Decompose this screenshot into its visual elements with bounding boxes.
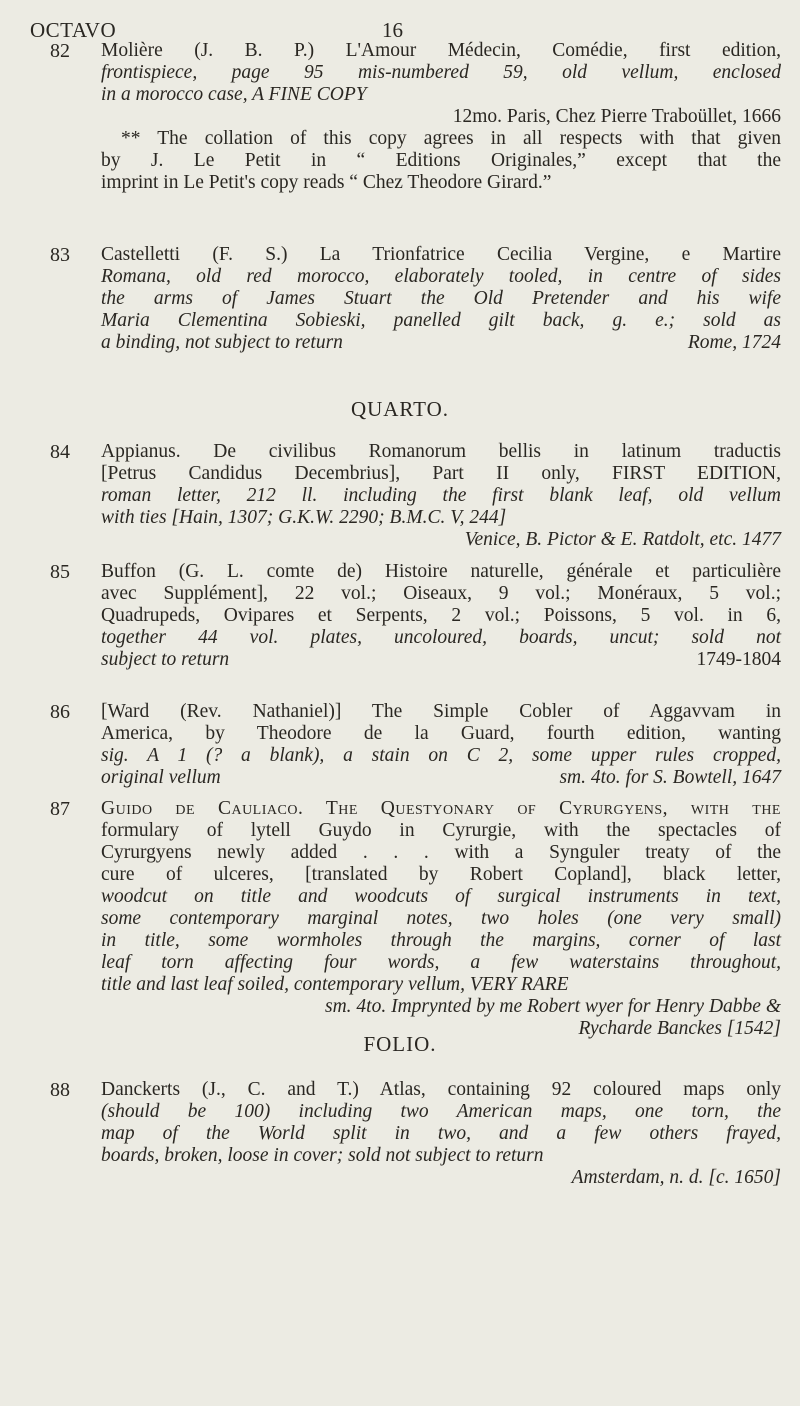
text-line: [Petrus Candidus Decembrius], Part II only, FIRST EDITION, [101, 463, 781, 484]
text-line: Quadrupeds, Ovipares et Serpents, 2 vol.; Poissons, 5 vol. in 6, [101, 605, 781, 626]
text-line: boards, broken, loose in cover; sold not subject to return [101, 1145, 544, 1166]
text-line [101, 767, 781, 789]
text-line: Venice, B. Pictor & E. Ratdolt, etc. 1477 [464, 529, 781, 550]
text-line [101, 649, 781, 671]
text-line: [Ward (Rev. Nathaniel)] The Simple Cobler of Aggavvam in [101, 701, 781, 722]
lot-description [101, 40, 781, 194]
lot-number: 87 [50, 798, 70, 820]
imprint: Rome, 1724 [687, 332, 781, 353]
text-line: Guido de Cauliaco. The Questyonary of Cyrurgyens, with the [101, 798, 781, 819]
text-line: Buffon (G. L. comte de) Histoire naturelle, générale et particulière [101, 561, 781, 582]
text-line: avec Supplément], 22 vol.; Oiseaux, 9 vol.; Monéraux, 5 vol.; [101, 583, 781, 604]
lot-description [101, 244, 781, 354]
text-line: Danckerts (J., C. and T.) Atlas, containing 92 coloured maps only [101, 1079, 781, 1100]
binding-note: original vellum [101, 767, 221, 788]
lot-description [101, 701, 781, 789]
imprint: sm. 4to. for S. Bowtell, 1647 [559, 767, 781, 788]
text-line: by J. Le Petit in “ Editions Originales,” except that the [101, 150, 781, 171]
text-line: Maria Clementina Sobieski, panelled gilt back, g. e.; sold as [101, 310, 781, 331]
page-header [0, 8, 800, 44]
text-line: Romana, old red morocco, elaborately tooled, in centre of sides [101, 266, 781, 287]
lot-number: 88 [50, 1079, 70, 1101]
text-line: woodcut on title and woodcuts of surgical instruments in text, [101, 886, 781, 907]
text-line: title and last leaf soiled, contemporary vellum, VERY RARE [101, 974, 569, 995]
sale-note: subject to return [101, 649, 230, 670]
text-line: together 44 vol. plates, uncoloured, boards, uncut; sold not [101, 627, 781, 648]
text-line: Castelletti (F. S.) La Trionfatrice Cecilia Vergine, e Martire [101, 244, 781, 265]
lot-number: 86 [50, 701, 70, 723]
text-line: map of the World split in two, and a few others frayed, [101, 1123, 781, 1144]
section-heading-folio: FOLIO. [363, 1032, 437, 1056]
text-line: sig. A 1 (? a blank), a stain on C 2, some upper rules cropped, [101, 745, 781, 766]
binding-note: a binding, not subject to return [101, 332, 343, 353]
text-line: with ties [Hain, 1307; G.K.W. 2290; B.M.C. V, 244] [101, 507, 507, 528]
text-line: some contemporary marginal notes, two holes (one very small) [101, 908, 781, 929]
lot-description [101, 798, 781, 1040]
text-line: formulary of lytell Guydo in Cyrurgie, with the spectacles of [101, 820, 781, 841]
text-line: frontispiece, page 95 mis-numbered 59, old vellum, enclosed [101, 62, 781, 83]
text-line: Rycharde Banckes [1542] [578, 1018, 781, 1039]
lot-description [101, 441, 781, 551]
text-line: the arms of James Stuart the Old Pretender and his wife [101, 288, 781, 309]
lot-description [101, 1079, 781, 1189]
text-line: roman letter, 212 ll. including the first blank leaf, old vellum [101, 485, 781, 506]
text-line: in a morocco case, A FINE COPY [101, 84, 367, 105]
text-line: ** The collation of this copy agrees in all respects with that given [121, 128, 781, 149]
running-head: OCTAVO [30, 18, 117, 42]
text-line: Cyrurgyens newly added . . . with a Synguler treaty of the [101, 842, 781, 863]
lot-number: 82 [50, 40, 70, 62]
text-line: Amsterdam, n. d. [c. 1650] [571, 1167, 781, 1188]
text-line: cure of ulceres, [translated by Robert Copland], black letter, [101, 864, 781, 885]
text-line [101, 332, 781, 354]
text-line: leaf torn affecting four words, a few waterstains throughout, [101, 952, 781, 973]
text-line: (should be 100) including two American maps, one torn, the [101, 1101, 781, 1122]
lot-number: 83 [50, 244, 70, 266]
text-line: 12mo. Paris, Chez Pierre Traboüllet, 1666 [452, 106, 781, 127]
section-heading-quarto: QUARTO. [350, 397, 450, 421]
imprint: 1749-1804 [696, 649, 781, 670]
lot-description [101, 561, 781, 671]
text-line: America, by Theodore de la Guard, fourth edition, wanting [101, 723, 781, 744]
lot-number: 84 [50, 441, 70, 463]
lot-number: 85 [50, 561, 70, 583]
text-line: sm. 4to. Imprynted by me Robert wyer for Henry Dabbe & [325, 996, 781, 1017]
page-number: 16 [382, 18, 403, 42]
text-line: imprint in Le Petit's copy reads “ Chez Theodore Girard.” [101, 172, 552, 193]
text-line: Appianus. De civilibus Romanorum bellis in latinum traductis [101, 441, 781, 462]
text-line: in title, some wormholes through the margins, corner of last [101, 930, 781, 951]
text-line: Molière (J. B. P.) L'Amour Médecin, Comédie, first edition, [101, 40, 781, 61]
